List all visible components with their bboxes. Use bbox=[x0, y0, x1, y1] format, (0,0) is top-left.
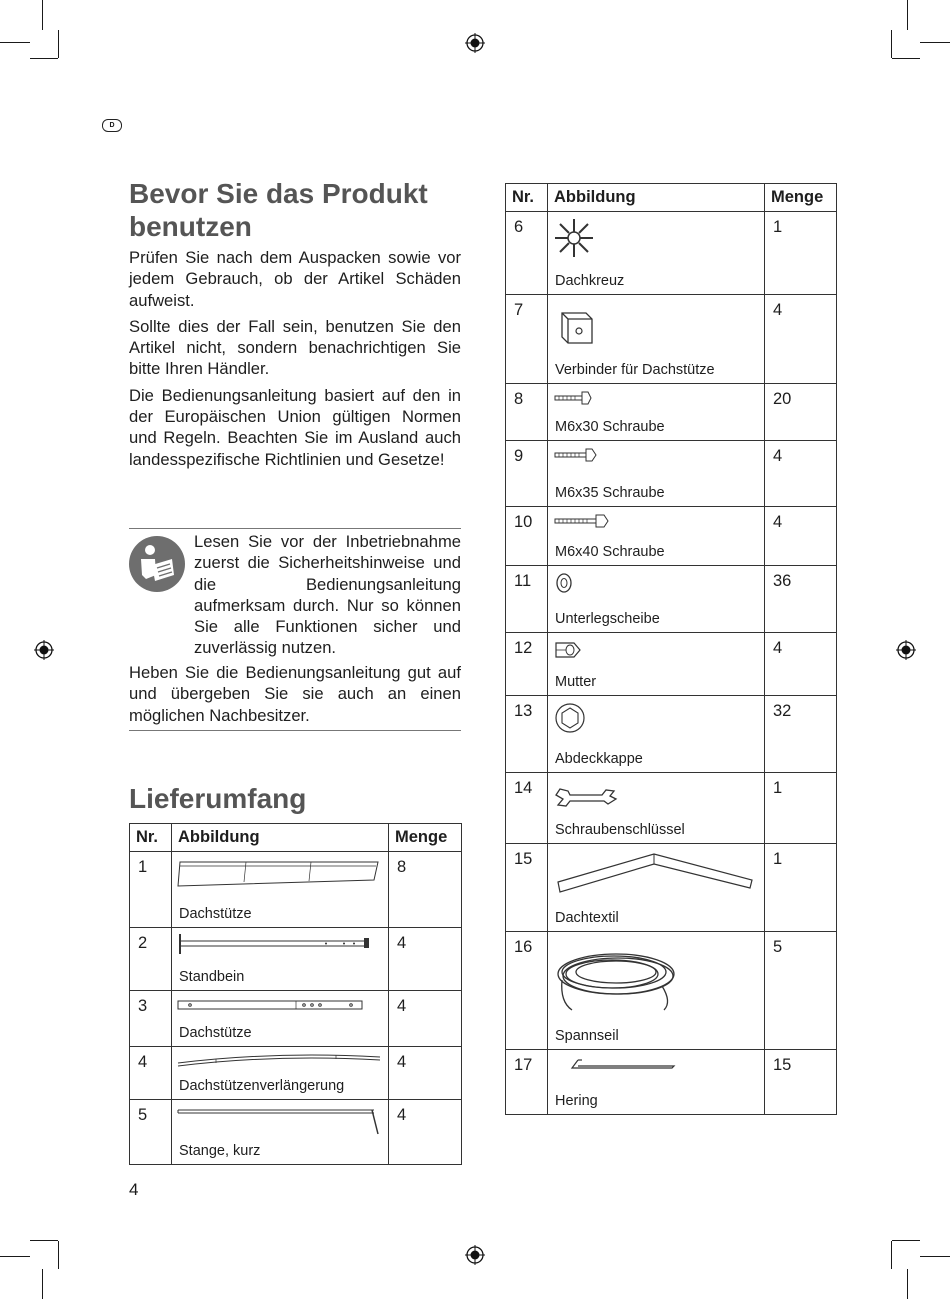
part-name: M6x30 Schraube bbox=[555, 419, 665, 435]
table-row bbox=[130, 1047, 462, 1100]
part-number: 11 bbox=[506, 566, 548, 633]
screw-icon bbox=[552, 388, 602, 408]
crop-mark bbox=[892, 1240, 920, 1241]
part-number: 1 bbox=[130, 852, 172, 928]
paragraph: Prüfen Sie nach dem Auspacken sowie vor jedem Gebrauch, ob der Artikel Schäden aufweist. bbox=[129, 248, 461, 310]
crop-mark bbox=[891, 1241, 892, 1269]
table-row bbox=[506, 932, 837, 1050]
registration-mark-icon bbox=[465, 1245, 485, 1265]
registration-mark-icon bbox=[34, 640, 54, 660]
crop-mark bbox=[58, 1241, 59, 1269]
section-title-contents: Lieferumfang bbox=[129, 783, 307, 814]
screw-icon bbox=[552, 511, 617, 531]
table-row bbox=[506, 212, 837, 295]
part-qty: 5 bbox=[765, 932, 837, 1050]
part-name: Stange, kurz bbox=[179, 1143, 261, 1159]
part-name: Dachkreuz bbox=[555, 273, 625, 289]
crop-mark bbox=[30, 58, 58, 59]
washer-icon bbox=[552, 570, 578, 596]
part-number: 14 bbox=[506, 773, 548, 844]
part-qty: 4 bbox=[765, 441, 837, 507]
part-qty: 4 bbox=[389, 1047, 462, 1100]
crop-mark bbox=[891, 30, 892, 58]
crop-mark bbox=[907, 1269, 908, 1299]
header-image: Abbildung bbox=[172, 824, 389, 852]
table-row bbox=[506, 696, 837, 773]
part-qty: 1 bbox=[765, 212, 837, 295]
crop-mark bbox=[892, 58, 920, 59]
table-row bbox=[506, 633, 837, 696]
part-name: Schraubenschlüssel bbox=[555, 822, 685, 838]
crop-mark bbox=[42, 0, 43, 30]
table-row bbox=[506, 844, 837, 932]
language-badge: D bbox=[102, 119, 122, 132]
paragraph: Sollte dies der Fall sein, benutzen Sie den Artikel nicht, sondern benachrichtigen Sie bitte Ihren Händler. bbox=[129, 316, 461, 379]
crop-mark bbox=[907, 0, 908, 30]
part-name: Standbein bbox=[179, 969, 245, 985]
part-number: 5 bbox=[130, 1100, 172, 1165]
cover-cap-icon bbox=[552, 700, 588, 736]
part-qty: 8 bbox=[389, 852, 462, 928]
part-number: 6 bbox=[506, 212, 548, 295]
paragraph: Die Bedienungsanleitung basiert auf den in der Europäischen Union gültigen Normen und Regeln. Beachten Sie im Ausland auch landesspezifische Richtlinien und Gesetze! bbox=[129, 385, 461, 469]
part-number: 7 bbox=[506, 295, 548, 384]
notice-text: Lesen Sie vor der Inbetriebnahme zuerst die Sicherheitshinweise und die Bedienungsanleitung aufmerksam durch. Nur so können Sie alle Funktionen sicher und zuverlässig nutzen. bbox=[194, 532, 461, 658]
section-title: Bevor Sie das Produkt benutzen bbox=[129, 178, 428, 242]
table-row bbox=[506, 566, 837, 633]
page-number: 4 bbox=[129, 1180, 139, 1199]
table-header-row bbox=[506, 184, 837, 212]
table-row bbox=[506, 507, 837, 566]
nut-icon bbox=[552, 637, 586, 663]
part-number: 3 bbox=[130, 991, 172, 1047]
part-qty: 32 bbox=[765, 696, 837, 773]
part-number: 16 bbox=[506, 932, 548, 1050]
part-name: M6x40 Schraube bbox=[555, 544, 665, 560]
part-name: Unterlegscheibe bbox=[555, 611, 660, 627]
part-name: Spannseil bbox=[555, 1028, 619, 1044]
part-name: Hering bbox=[555, 1093, 598, 1109]
read-manual-icon bbox=[128, 535, 186, 593]
part-name: Dachstütze bbox=[179, 1025, 252, 1041]
roof-strut-icon bbox=[176, 856, 382, 888]
roof-cross-icon bbox=[552, 216, 596, 260]
table-row bbox=[506, 773, 837, 844]
header-qty: Menge bbox=[389, 824, 462, 852]
part-qty: 4 bbox=[389, 928, 462, 991]
table-header-row bbox=[130, 824, 462, 852]
crop-mark bbox=[0, 1256, 30, 1257]
part-name: Dachstützenverlängerung bbox=[179, 1078, 345, 1094]
parts-table-left bbox=[129, 823, 462, 1165]
divider bbox=[129, 730, 461, 731]
part-name: M6x35 Schraube bbox=[555, 485, 665, 501]
table-row bbox=[130, 852, 462, 928]
part-number: 12 bbox=[506, 633, 548, 696]
part-number: 4 bbox=[130, 1047, 172, 1100]
crop-mark bbox=[0, 42, 30, 43]
table-row bbox=[130, 991, 462, 1047]
part-number: 17 bbox=[506, 1050, 548, 1115]
roof-fabric-icon bbox=[552, 848, 758, 898]
roof-strut-icon bbox=[176, 995, 376, 1015]
part-number: 10 bbox=[506, 507, 548, 566]
part-qty: 20 bbox=[765, 384, 837, 441]
part-name: Dachtextil bbox=[555, 910, 619, 926]
crop-mark bbox=[920, 42, 950, 43]
part-number: 8 bbox=[506, 384, 548, 441]
part-qty: 36 bbox=[765, 566, 837, 633]
part-qty: 4 bbox=[765, 507, 837, 566]
table-row bbox=[506, 1050, 837, 1115]
table-row bbox=[506, 441, 837, 507]
notice-followup: Heben Sie die Bedienungsanleitung gut auf und übergeben Sie sie auch an einen möglichen Nachbesitzer. bbox=[129, 663, 461, 725]
tension-rope-icon bbox=[552, 946, 682, 1016]
section-before-use bbox=[129, 177, 461, 475]
part-qty: 1 bbox=[765, 773, 837, 844]
part-name: Abdeckkappe bbox=[555, 751, 643, 767]
part-name: Dachstütze bbox=[179, 906, 252, 922]
short-pole-icon bbox=[176, 1104, 382, 1136]
part-qty: 15 bbox=[765, 1050, 837, 1115]
crop-mark bbox=[30, 1240, 58, 1241]
part-name: Verbinder für Dachstütze bbox=[555, 362, 715, 378]
crop-mark bbox=[42, 1269, 43, 1299]
strut-extension-icon bbox=[176, 1051, 382, 1071]
parts-table-right bbox=[505, 183, 837, 1115]
table-row bbox=[506, 384, 837, 441]
part-qty: 1 bbox=[765, 844, 837, 932]
part-number: 13 bbox=[506, 696, 548, 773]
table-row bbox=[130, 928, 462, 991]
registration-mark-icon bbox=[896, 640, 916, 660]
table-row bbox=[130, 1100, 462, 1165]
crop-mark bbox=[920, 1256, 950, 1257]
part-qty: 4 bbox=[389, 991, 462, 1047]
registration-mark-icon bbox=[465, 33, 485, 53]
part-number: 15 bbox=[506, 844, 548, 932]
wrench-icon bbox=[552, 781, 622, 815]
divider bbox=[129, 528, 461, 529]
crop-mark bbox=[58, 30, 59, 58]
part-qty: 4 bbox=[765, 295, 837, 384]
tent-peg-icon bbox=[552, 1054, 682, 1078]
part-name: Mutter bbox=[555, 674, 597, 690]
header-qty: Menge bbox=[765, 184, 837, 212]
screw-icon bbox=[552, 445, 607, 465]
part-qty: 4 bbox=[765, 633, 837, 696]
part-qty: 4 bbox=[389, 1100, 462, 1165]
header-nr: Nr. bbox=[130, 824, 172, 852]
part-number: 9 bbox=[506, 441, 548, 507]
table-row bbox=[506, 295, 837, 384]
connector-icon bbox=[552, 305, 602, 355]
leg-icon bbox=[176, 932, 376, 956]
part-number: 2 bbox=[130, 928, 172, 991]
header-nr: Nr. bbox=[506, 184, 548, 212]
header-image: Abbildung bbox=[548, 184, 765, 212]
